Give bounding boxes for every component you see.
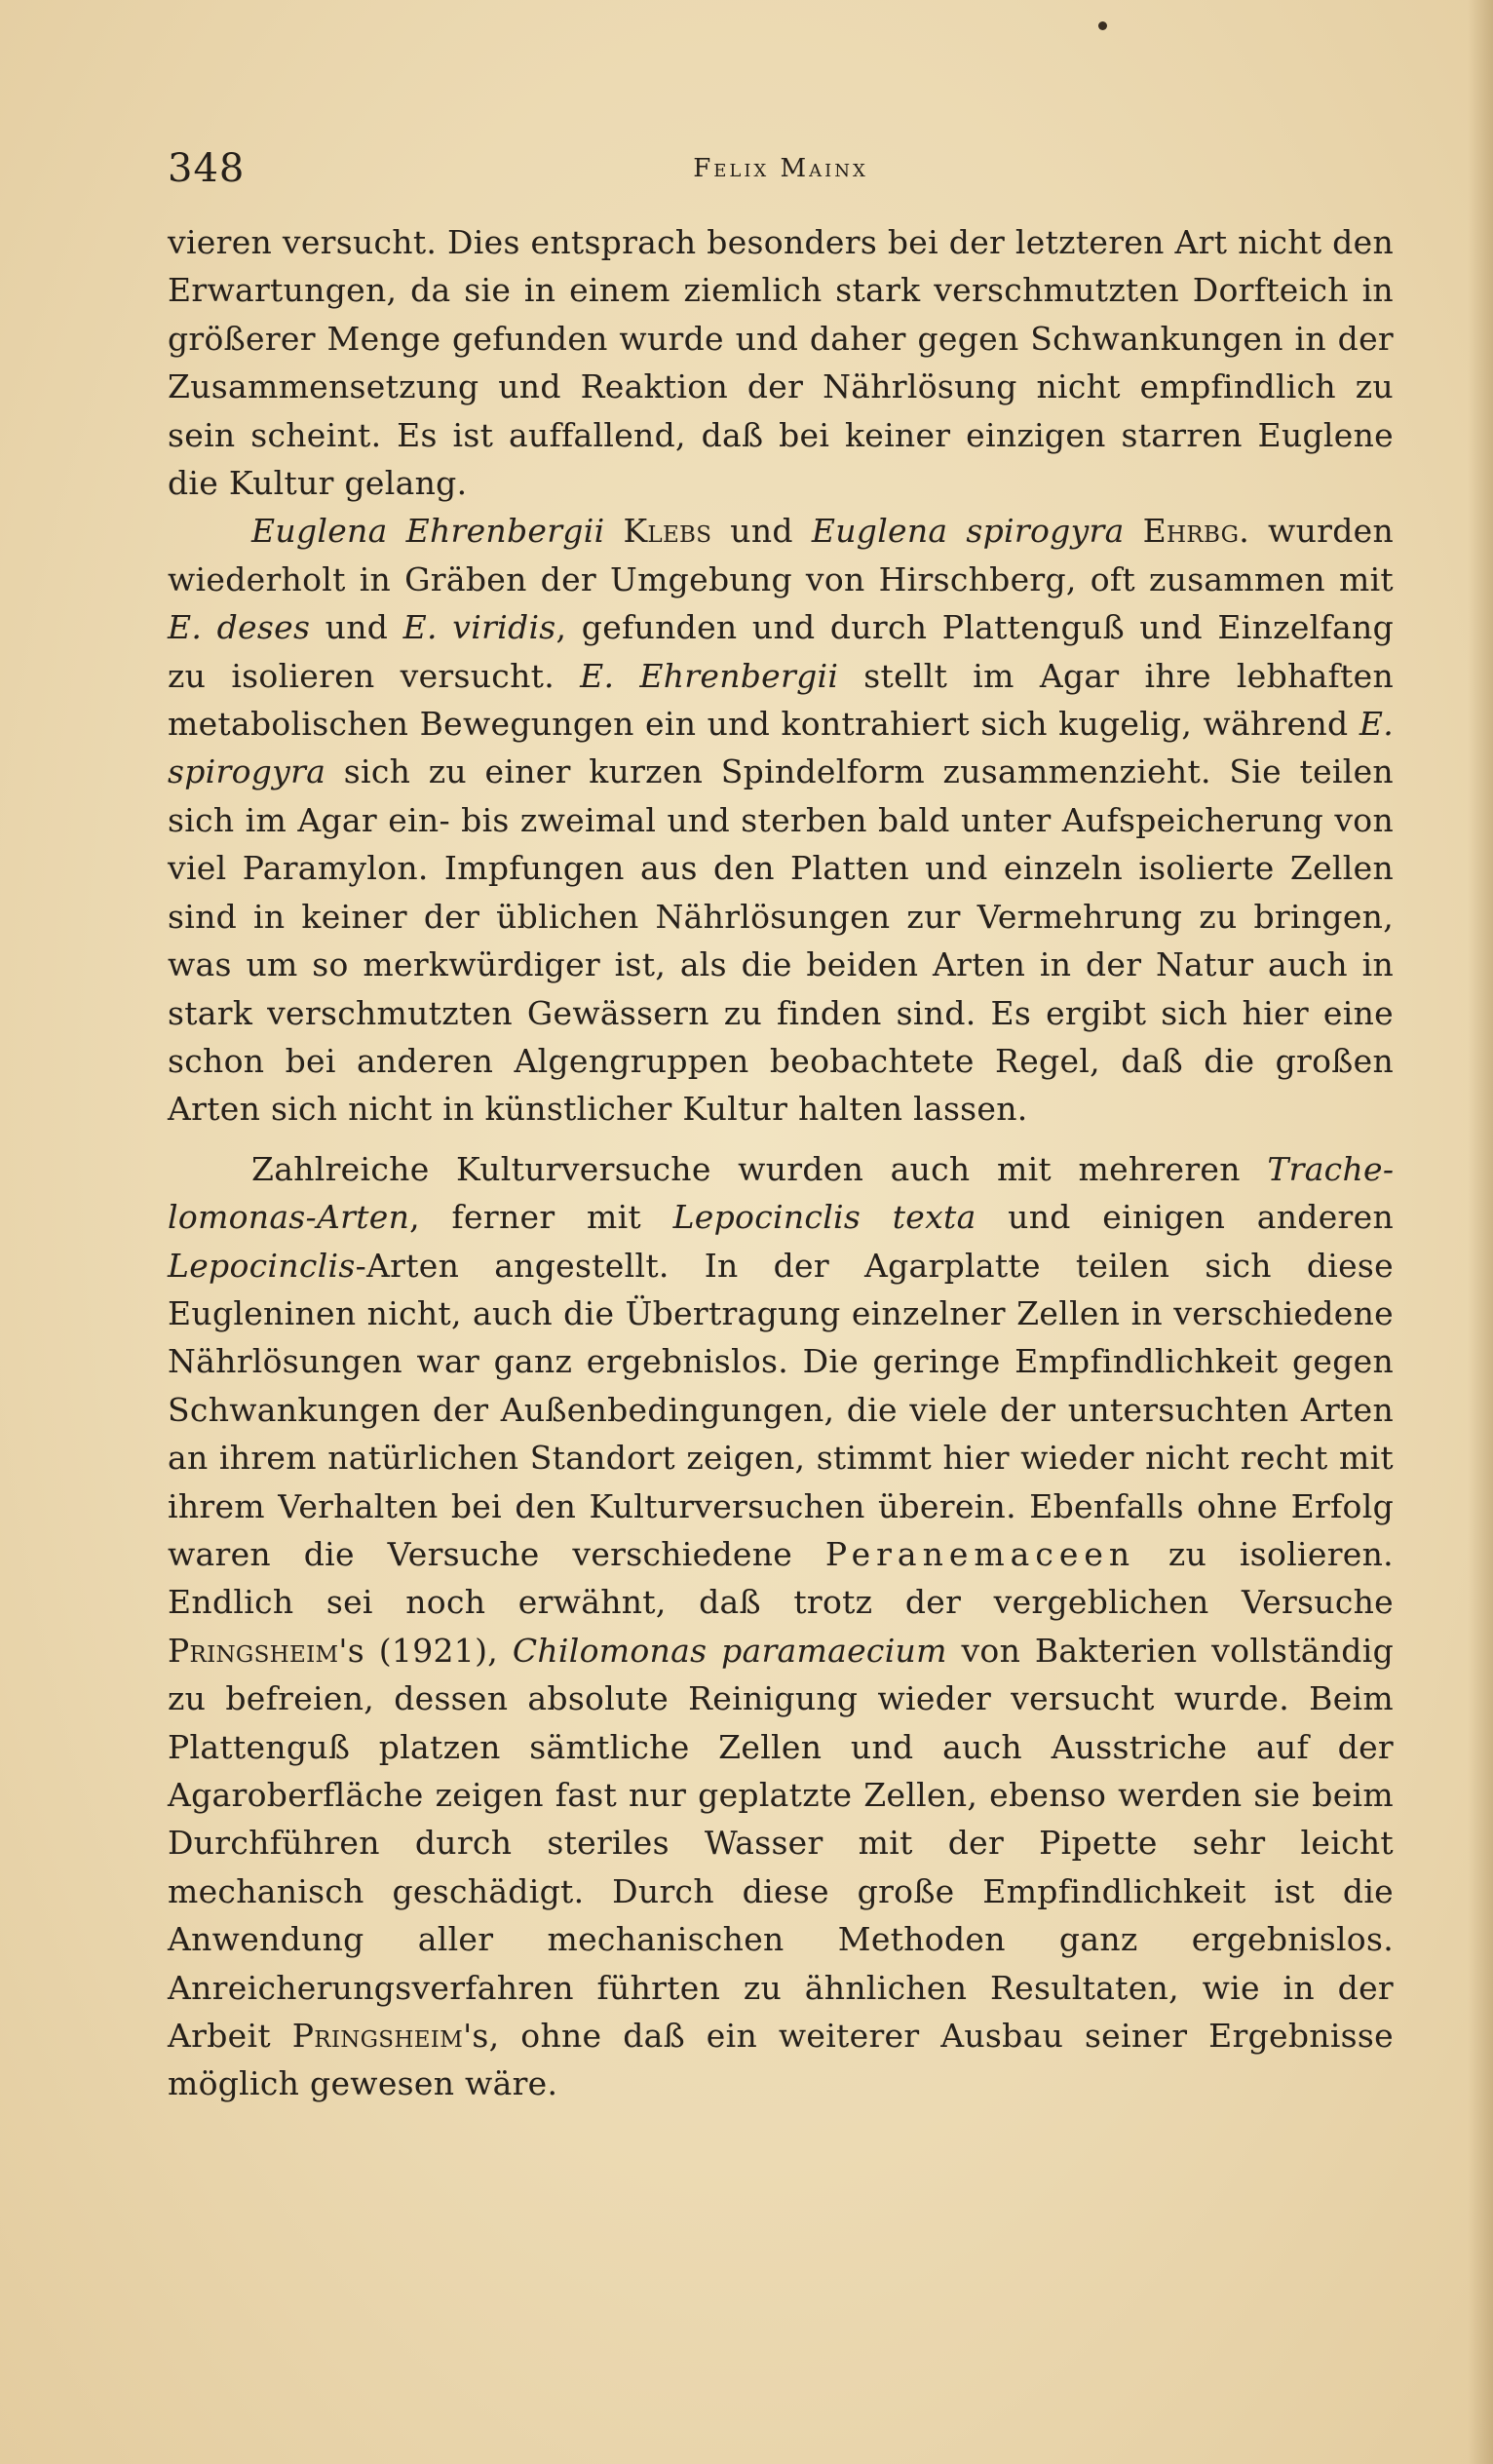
text-run: , ferner mit [409,1198,673,1237]
species-name: E. deses [168,608,311,647]
text-run: -Arten angestellt. In der Agarplatte teilen sich diese Eugleninen nicht, auch die Übertragung einzelner Zellen in verschiedene Nährlösungen war ganz ergebnislos. Die geringe Empfindlichkeit gegen Schwankungen der Außenbedingungen, die viele der untersuchten Arten an ihrem natürlichen Standort zeigen, stimmt hier wieder nicht recht mit ihrem Verhalten bei den Kulturversuchen überein. Ebenfalls ohne Erfolg waren die Versuche verschiedene [168,1246,1394,1573]
species-name: Lepocinclis texta [672,1198,976,1237]
species-name: Trachelomonas-Arten [168,1149,1394,1237]
text-run [604,512,623,550]
paragraph-1 [168,218,1394,507]
species-name: E. Ehrenbergii [580,656,839,695]
text-run: von Bakterien vollständig zu befreien, dessen absolute Reinigung wieder versucht wurde. Beim Plattenguß platzen sämtliche Zellen und auch Ausstriche auf der Agaroberfläche zeigen fast nur geplatzte Zellen, ebenso werden sie beim Durchführen durch steriles Wasser mit der Pipette sehr leicht mechanisch geschädigt. Durch diese große Empfindlichkeit ist die Anwendung aller mechanischen Methoden ganz ergebnislos. Anreicherungsverfahren führten zu ähnlichen Resultaten, wie in der Arbeit [168,1631,1395,2056]
author-name: Pringsheim [168,1631,339,1670]
text-run: und [711,512,812,551]
page-edge-shadow [1468,0,1493,2464]
running-head-author: Felix Mainx [693,154,868,183]
text-run: 's (1921), [338,1631,513,1670]
text-run: und einigen anderen [976,1198,1394,1237]
species-name: Euglena Ehrenbergii [251,512,605,551]
text-run: sich zu einer kurzen Spindelform zusammenzieht. Sie teilen sich im Agar ein- bis zweimal und sterben bald unter Aufspeicherung von viel Paramylon. Impfungen aus den Platten und einzeln isolierte Zellen sind in keiner der üblichen Nährlösungen zur Vermehrung zu bringen, was um so merkwürdiger ist, als die beiden Arten in der Natur auch in stark verschmutzten Gewässern zu finden sind. Es ergibt sich hier eine schon bei anderen Algengruppen beobachtete Regel, daß die großen Arten sich nicht in künstlicher Kultur halten lassen. [168,752,1394,1129]
paragraph-1-text: vieren versucht. Dies entsprach besonders bei der letzteren Art nicht den Erwartungen, da sie in einem ziemlich stark verschmutzten Dorfteich in größerer Menge gefunden wurde und daher gegen Schwankungen in der Zusammensetzung und Reaktion der Nährlösung nicht empfindlich zu sein scheint. Es ist auffallend, daß bei keiner einzigen starren Euglene die Kultur gelang. [168,223,1394,503]
paragraph-3 [168,1145,1394,2108]
author-name: Klebs [623,512,712,551]
species-name: Lepocinclis [168,1246,356,1285]
species-name: E. spirogyra [168,705,1394,791]
text-run: Zahlreiche Kulturversuche wurden auch mit mehreren [251,1149,1268,1188]
author-name: Pringsheim [291,2017,464,2056]
text-run: zu isolieren. Endlich sei noch erwähnt, daß trotz der vergeblichen Versuche [168,1534,1394,1622]
text-run: stellt im Agar ihre lebhaften metabolischen Bewegungen ein und kontrahiert sich kugelig, während [168,656,1394,744]
author-name: Ehrbg. [1142,512,1250,551]
body-text [168,218,1394,2108]
species-name: E. viridis [402,608,556,647]
text-run: 's, ohne daß ein weiterer Ausbau seiner Ergebnisse möglich gewesen wäre. [168,2017,1394,2103]
text-run [1125,512,1143,550]
running-head [168,146,1394,195]
species-name: Euglena spirogyra [811,512,1125,551]
text-run: und [310,608,403,647]
ink-speck [1098,21,1107,30]
paragraph-2 [168,507,1394,1133]
spaced-term: Peranemaceen [824,1534,1136,1573]
text-run: , gefunden und durch Plattenguß und Einzelfang zu isolieren versucht. [168,608,1395,695]
text-run: wurden wiederholt in Gräben der Umgebung von Hirschberg, oft zusammen mit [168,512,1395,598]
page-number: 348 [168,146,246,191]
species-name: Chilomonas paramaecium [512,1631,947,1670]
